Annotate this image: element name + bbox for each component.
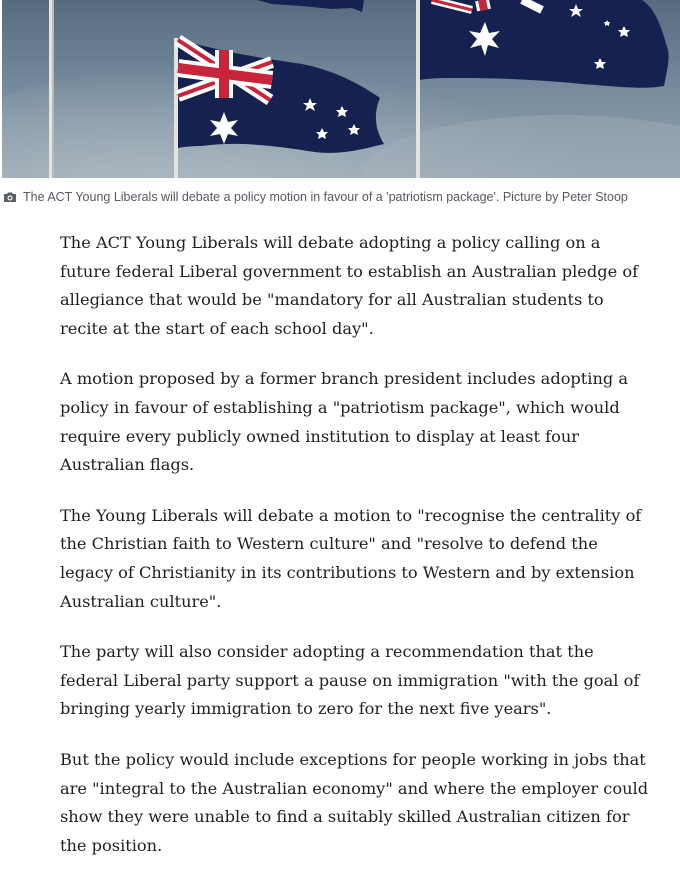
article-photo xyxy=(2,0,680,178)
article-body xyxy=(60,229,650,882)
article-paragraph: The Young Liberals will debate a motion to "recognise the centrality of the Christian faith to Western culture" and "resolve to defend the legacy of Christianity in its contributions to Western and by extension Australian culture". xyxy=(60,505,642,611)
camera-icon xyxy=(3,190,17,204)
article-paragraph: The ACT Young Liberals will debate adopting a policy calling on a future federal Liberal government to establish an Australian pledge of allegiance that would be "mandatory for all Australian students to recite at the start of each school day". xyxy=(60,233,639,338)
australian-flags-photo xyxy=(2,0,680,178)
article-paragraph: A motion proposed by a former branch president includes adopting a policy in favour of establishing a "patriotism package", which would require every publicly owned institution to display at least four Australian flags. xyxy=(60,369,629,475)
article-paragraph: The party will also consider adopting a recommendation that the federal Liberal party support a pause on immigration "with the goal of bringing yearly immigration to zero for the next five years". xyxy=(60,642,640,719)
photo-caption-text: The ACT Young Liberals will debate a policy motion in favour of a 'patriotism package'. Picture by Peter Stoop xyxy=(23,190,628,204)
article-paragraph: But the policy would include exceptions for people working in jobs that are "integral to the Australian economy" and where the employer could show they were unable to find a suitably skilled Australian citizen for the position. xyxy=(60,749,649,855)
photo-caption xyxy=(3,188,680,206)
